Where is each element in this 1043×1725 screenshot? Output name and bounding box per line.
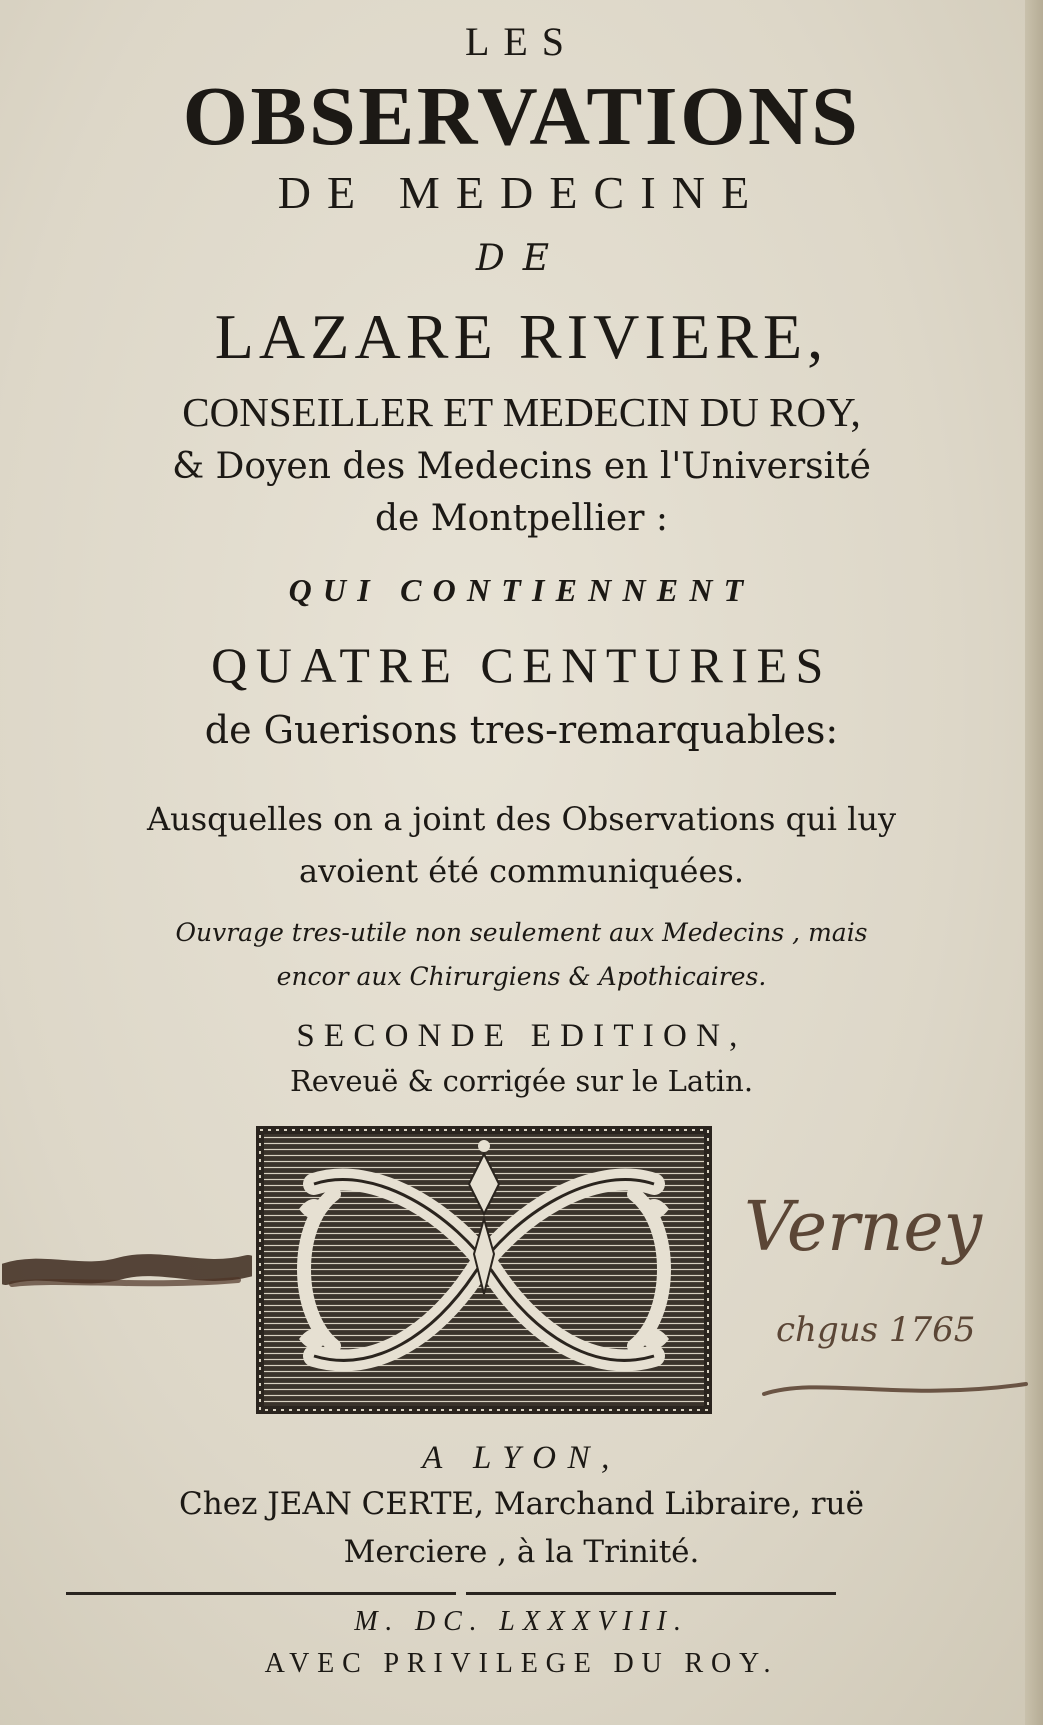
subtitle-guerisons: de Guerisons tres-remarquables: xyxy=(204,708,839,752)
note-line1: Ouvrage tres-utile non seulement aux Medecins , mais xyxy=(175,918,868,947)
imprint-year: M. DC. LXXXVIII. xyxy=(354,1606,689,1637)
author-title-line3: de Montpellier : xyxy=(375,498,668,539)
crossed-out-inscription xyxy=(2,1244,252,1296)
description-line1: Ausquelles on a joint des Observations qui luy xyxy=(146,800,897,838)
subtitle-qui-contiennent: QUI CONTIENNENT xyxy=(288,572,755,608)
imprint-rule-left xyxy=(66,1592,456,1595)
description-line2: avoient été communiquées. xyxy=(298,852,745,890)
author-title-line1: CONSEILLER ET MEDECIN DU ROY, xyxy=(182,389,861,435)
title-observations: OBSERVATIONS xyxy=(182,70,861,163)
title-de: DE xyxy=(475,238,568,279)
owner-note: chgus 1765 xyxy=(776,1310,976,1350)
woodcut-monogram-icon xyxy=(254,1124,714,1416)
note-line2: encor aux Chirurgiens & Apothicaires. xyxy=(276,962,767,991)
author-title-line2: & Doyen des Medecins en l'Université xyxy=(172,446,871,487)
owner-signature: Verney xyxy=(744,1188,983,1267)
imprint-publisher: Chez JEAN CERTE, Marchand Libraire, ruë xyxy=(179,1486,864,1522)
imprint-privilege: AVEC PRIVILEGE DU ROY. xyxy=(264,1648,779,1679)
imprint-address: Merciere , à la Trinité. xyxy=(343,1534,700,1570)
author-name: LAZARE RIVIERE, xyxy=(214,301,829,372)
subtitle-quatre-centuries: QUATRE CENTURIES xyxy=(211,637,832,693)
imprint-city: A LYON, xyxy=(422,1440,621,1476)
owner-flourish xyxy=(760,1366,1030,1406)
title-les: LES xyxy=(464,19,579,64)
title-de-medecine: DE MEDECINE xyxy=(277,167,766,218)
imprint-rule-right xyxy=(466,1592,836,1595)
edition-note: Reveuë & corrigée sur le Latin. xyxy=(289,1064,754,1098)
edition-heading: SECONDE EDITION, xyxy=(296,1018,747,1054)
